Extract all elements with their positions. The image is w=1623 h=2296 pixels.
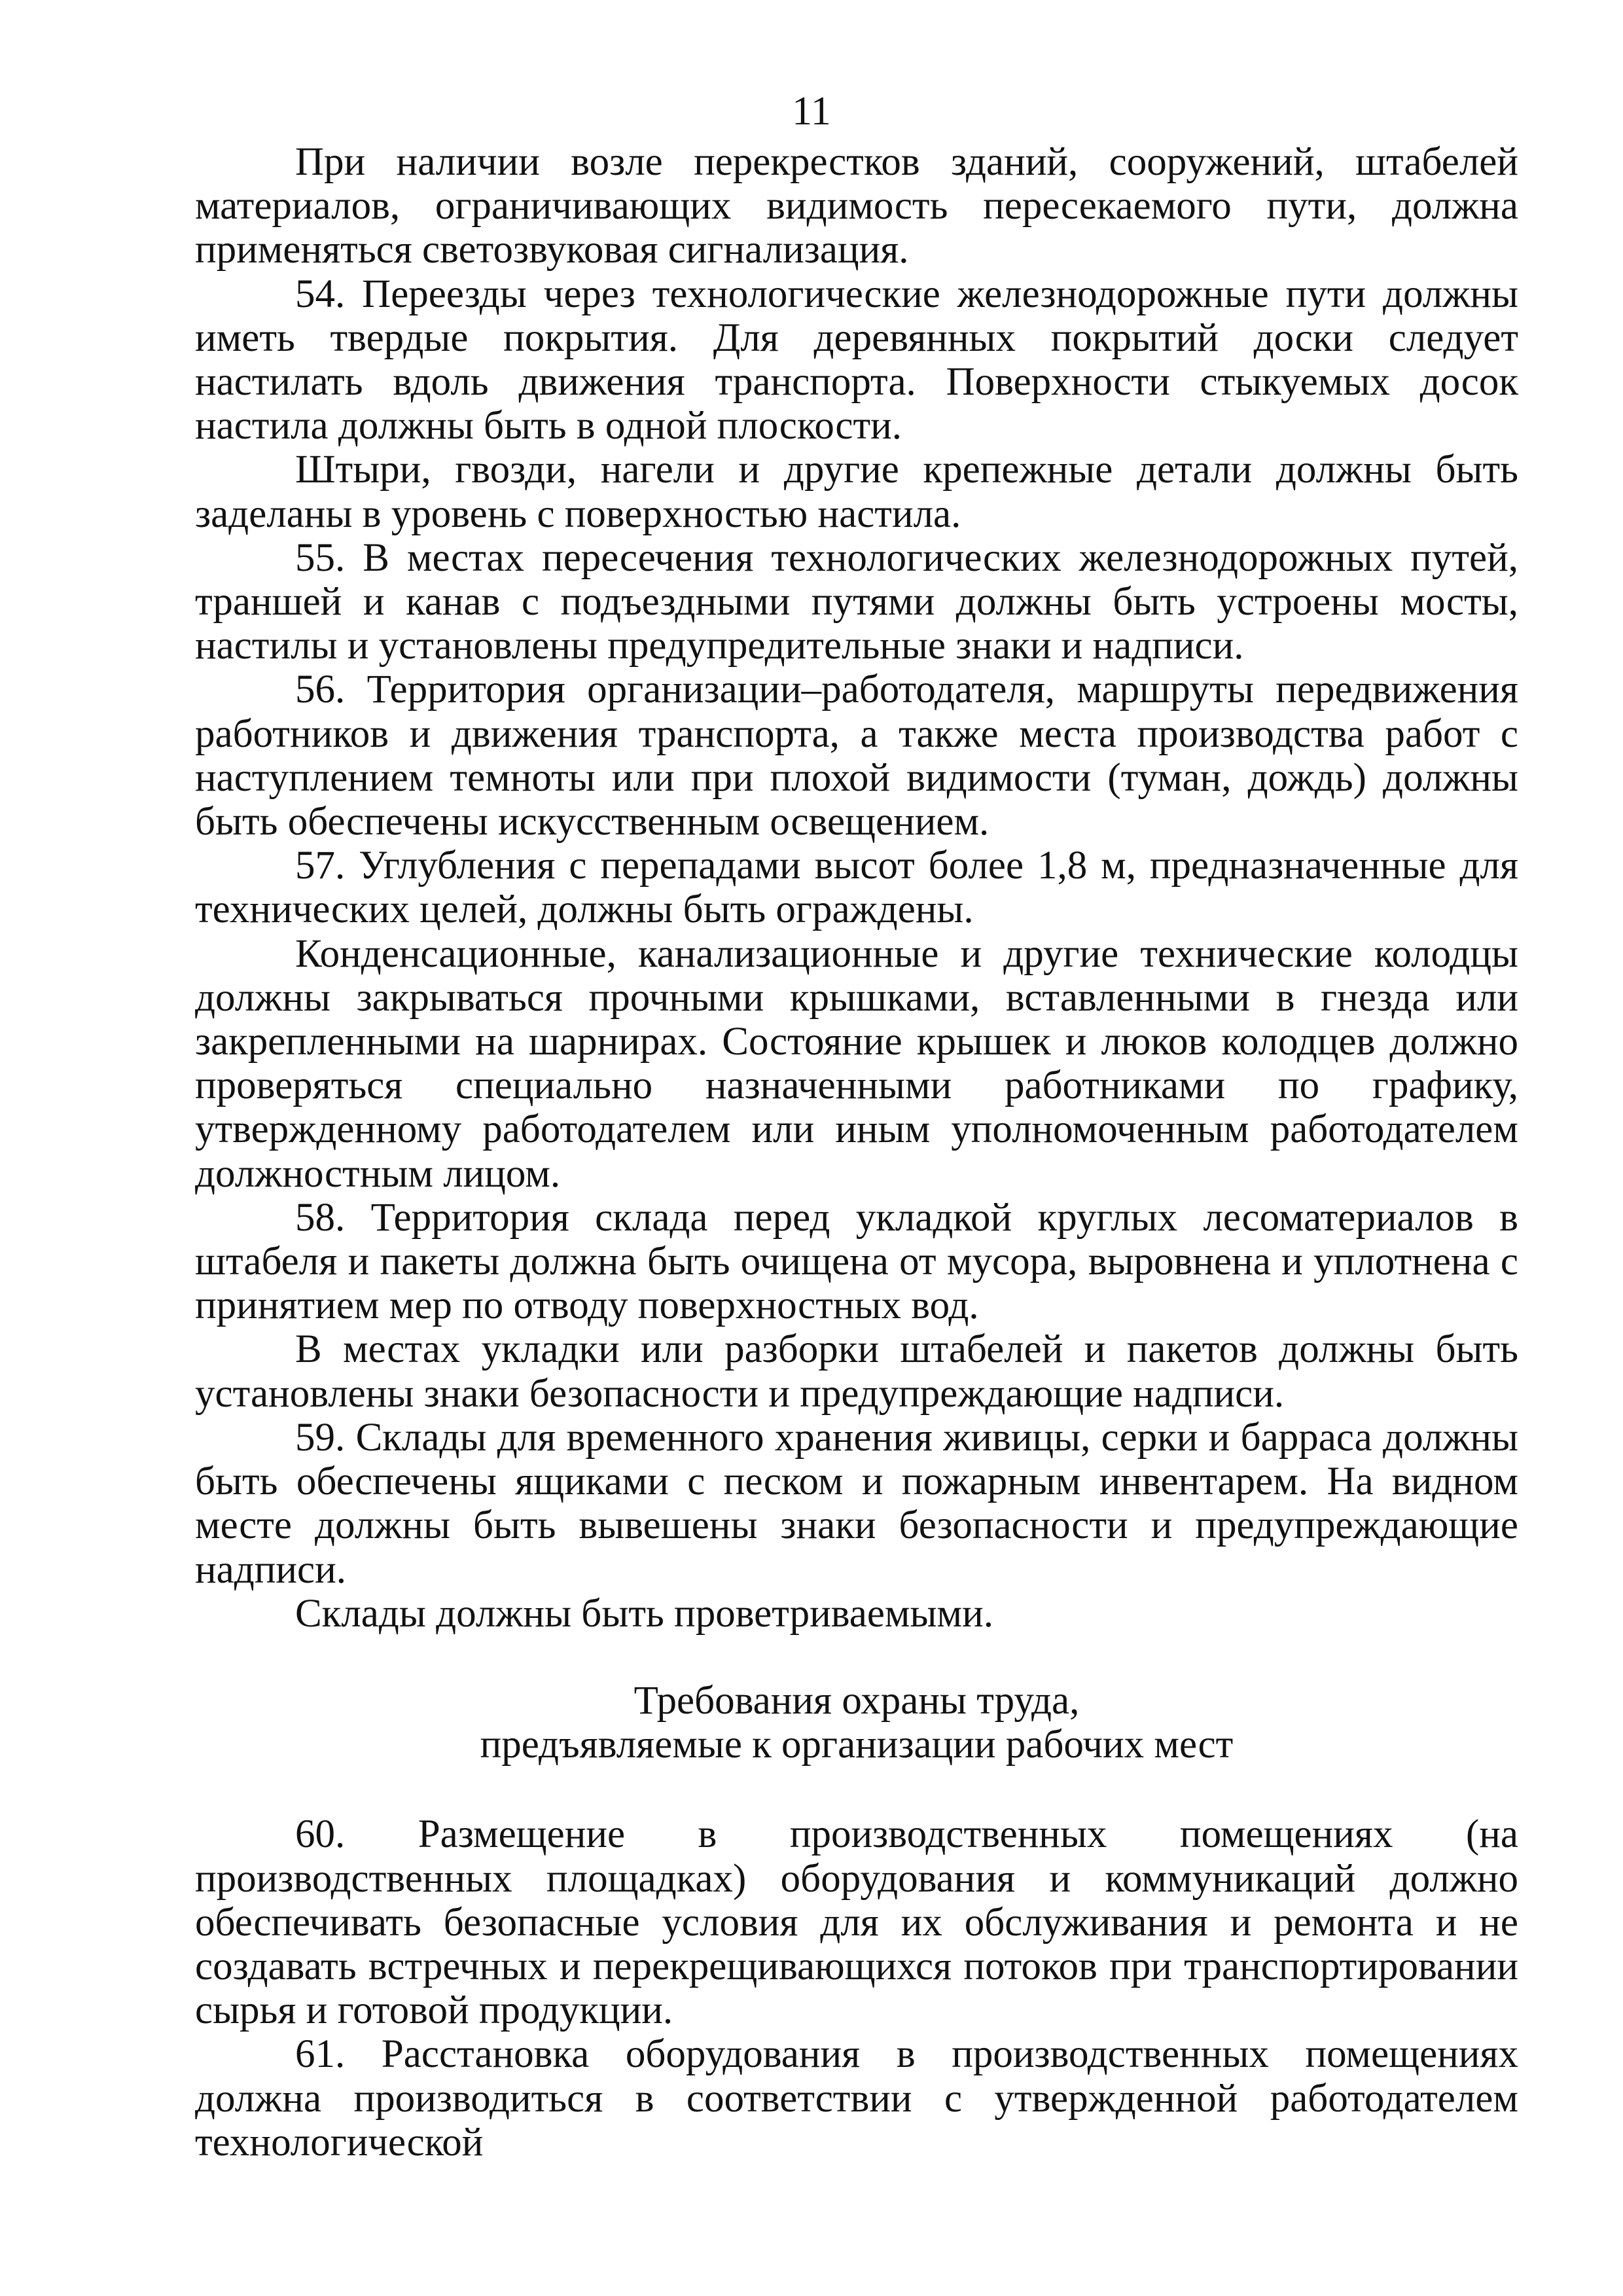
paragraph-58-signs: В местах укладки или разборки штабелей и пакетов должны быть установлены знаки безопасности и предупреждающие надписи.: [195, 1327, 1518, 1416]
section-heading: [195, 1679, 1518, 1767]
paragraph-59-ventilation: Склады должны быть проветриваемыми.: [295, 1591, 993, 1636]
paragraph-54: 54. Переезды через технологические железнодорожные пути должны иметь твердые покрытия. Для деревянных покрытий доски следует настилать вдоль движения транспорта. Поверхности стыкуемых досок настила должны быть в одной плоскости.: [195, 272, 1518, 448]
paragraph-58: 58. Территория склада перед укладкой круглых лесоматериалов в штабеля и пакеты должна быть очищена от мусора, выровнена и уплотнена с принятием мер по отводу поверхностных вод.: [195, 1195, 1518, 1328]
paragraph-intersection-signaling: При наличии возле перекрестков зданий, сооружений, штабелей материалов, ограничивающих видимость пересекаемого пути, должна применяться светозвуковая сигнализация.: [195, 140, 1518, 272]
paragraph-57-wells: Конденсационные, канализационные и другие технические колодцы должны закрываться прочными крышками, вставленными в гнезда или закрепленными на шарнирах. Состояние крышек и люков колодцев должно проверяться специально назначенными работниками по графику, утвержденному работодателем или иным уполномоченным работодателем должностным лицом.: [195, 931, 1518, 1196]
paragraph-55: 55. В местах пересечения технологических железнодорожных путей, траншей и канав с подъездными путями должны быть устроены мосты, настилы и установлены предупредительные знаки и надписи.: [195, 535, 1518, 668]
section-heading-line-1: Требования охраны труда,: [633, 1678, 1080, 1723]
document-body: [195, 140, 1518, 2164]
paragraph-54-fasteners: Штыри, гвозди, нагели и другие крепежные детали должны быть заделаны в уровень с поверхностью настила.: [195, 448, 1518, 536]
paragraph-57: 57. Углубления с перепадами высот более 1,8 м, предназначенные для технических целей, должны быть ограждены.: [195, 844, 1518, 932]
paragraph-60: 60. Размещение в производственных помещениях (на производственных площадках) оборудования и коммуникаций должно обеспечивать безопасные условия для их обслуживания и ремонта и не создавать встречных и перекрещивающихся потоков при транспортировании сырья и готовой продукции.: [195, 1812, 1518, 2033]
paragraph-56: 56. Территория организации–работодателя, маршруты передвижения работников и движения транспорта, а также места производства работ с наступлением темноты или при плохой видимости (туман, дождь) должны быть обеспечены искусственным освещением.: [195, 668, 1518, 844]
paragraph-61: 61. Расстановка оборудования в производственных помещениях должна производиться в соответствии с утвержденной работодателем технологической: [195, 2032, 1518, 2164]
paragraph-59: 59. Склады для временного хранения живицы, серки и барраса должны быть обеспечены ящиками с песком и пожарным инвентарем. На видном месте должны быть вывешены знаки безопасности и предупреждающие надписи.: [195, 1415, 1518, 1592]
page-number: 11: [792, 89, 831, 134]
section-heading-line-2: предъявляемые к организации рабочих мест: [480, 1723, 1234, 1767]
